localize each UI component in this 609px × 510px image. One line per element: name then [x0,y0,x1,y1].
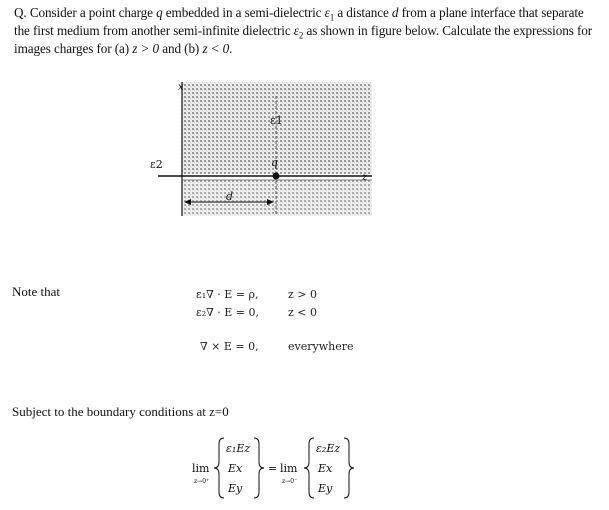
right-vec-ez: ε₂Ez [316,442,341,455]
equation-1: ε₁∇ · E = ρ, [196,288,259,301]
left-vec-ez: ε₁Ez [226,442,251,455]
equation-1-condition: z > 0 [288,288,318,301]
left-brace-open [214,438,224,498]
dielectric-figure [140,76,380,226]
equation-3-condition: everywhere [288,340,354,353]
equation-3: ∇ × E = 0, [200,340,259,353]
left-vec-ex: Ex [228,462,243,475]
lim-right: lim [280,462,298,475]
eps1-label: ε1 [270,114,283,127]
eps2-label: ε2 [150,158,163,171]
left-brace-close [254,438,264,498]
distance-label: d [226,190,234,203]
right-brace-close [344,438,354,498]
left-vec-ey: Ey [228,482,243,495]
charge-label: q [271,156,279,169]
lim-left: lim [192,462,210,475]
z-axis-label: z [362,172,368,183]
note-label: Note that [12,284,61,299]
equation-2: ε₂∇ · E = 0, [196,306,260,319]
boundary-conditions-equation [188,434,358,506]
right-vec-ex: Ex [318,462,333,475]
dielectric-region-2 [182,180,372,216]
question-text: Q. Consider a point charge q embedded in a semi-dielectric $\varepsilon_1$ a distance d from a plane interface that separate the first medium from another semi-infinite dielectric $\varepsilon_2$ as shown in figure below. Calculate the expressions for images charges for (a) z > 0 and (b) z < 0. [14,5,593,56]
lim-left-subscript: z→0⁺ [194,478,210,485]
boundary-conditions-intro: Subject to the boundary conditions at z=0 [12,404,229,419]
right-brace-open [304,438,314,498]
lim-right-subscript: z→0⁻ [282,478,298,485]
equation-2-condition: z < 0 [288,306,318,319]
right-vec-ey: Ey [318,482,333,495]
equals-sign: = [268,462,278,475]
x-axis-label: x [178,82,184,93]
point-charge [273,173,280,180]
